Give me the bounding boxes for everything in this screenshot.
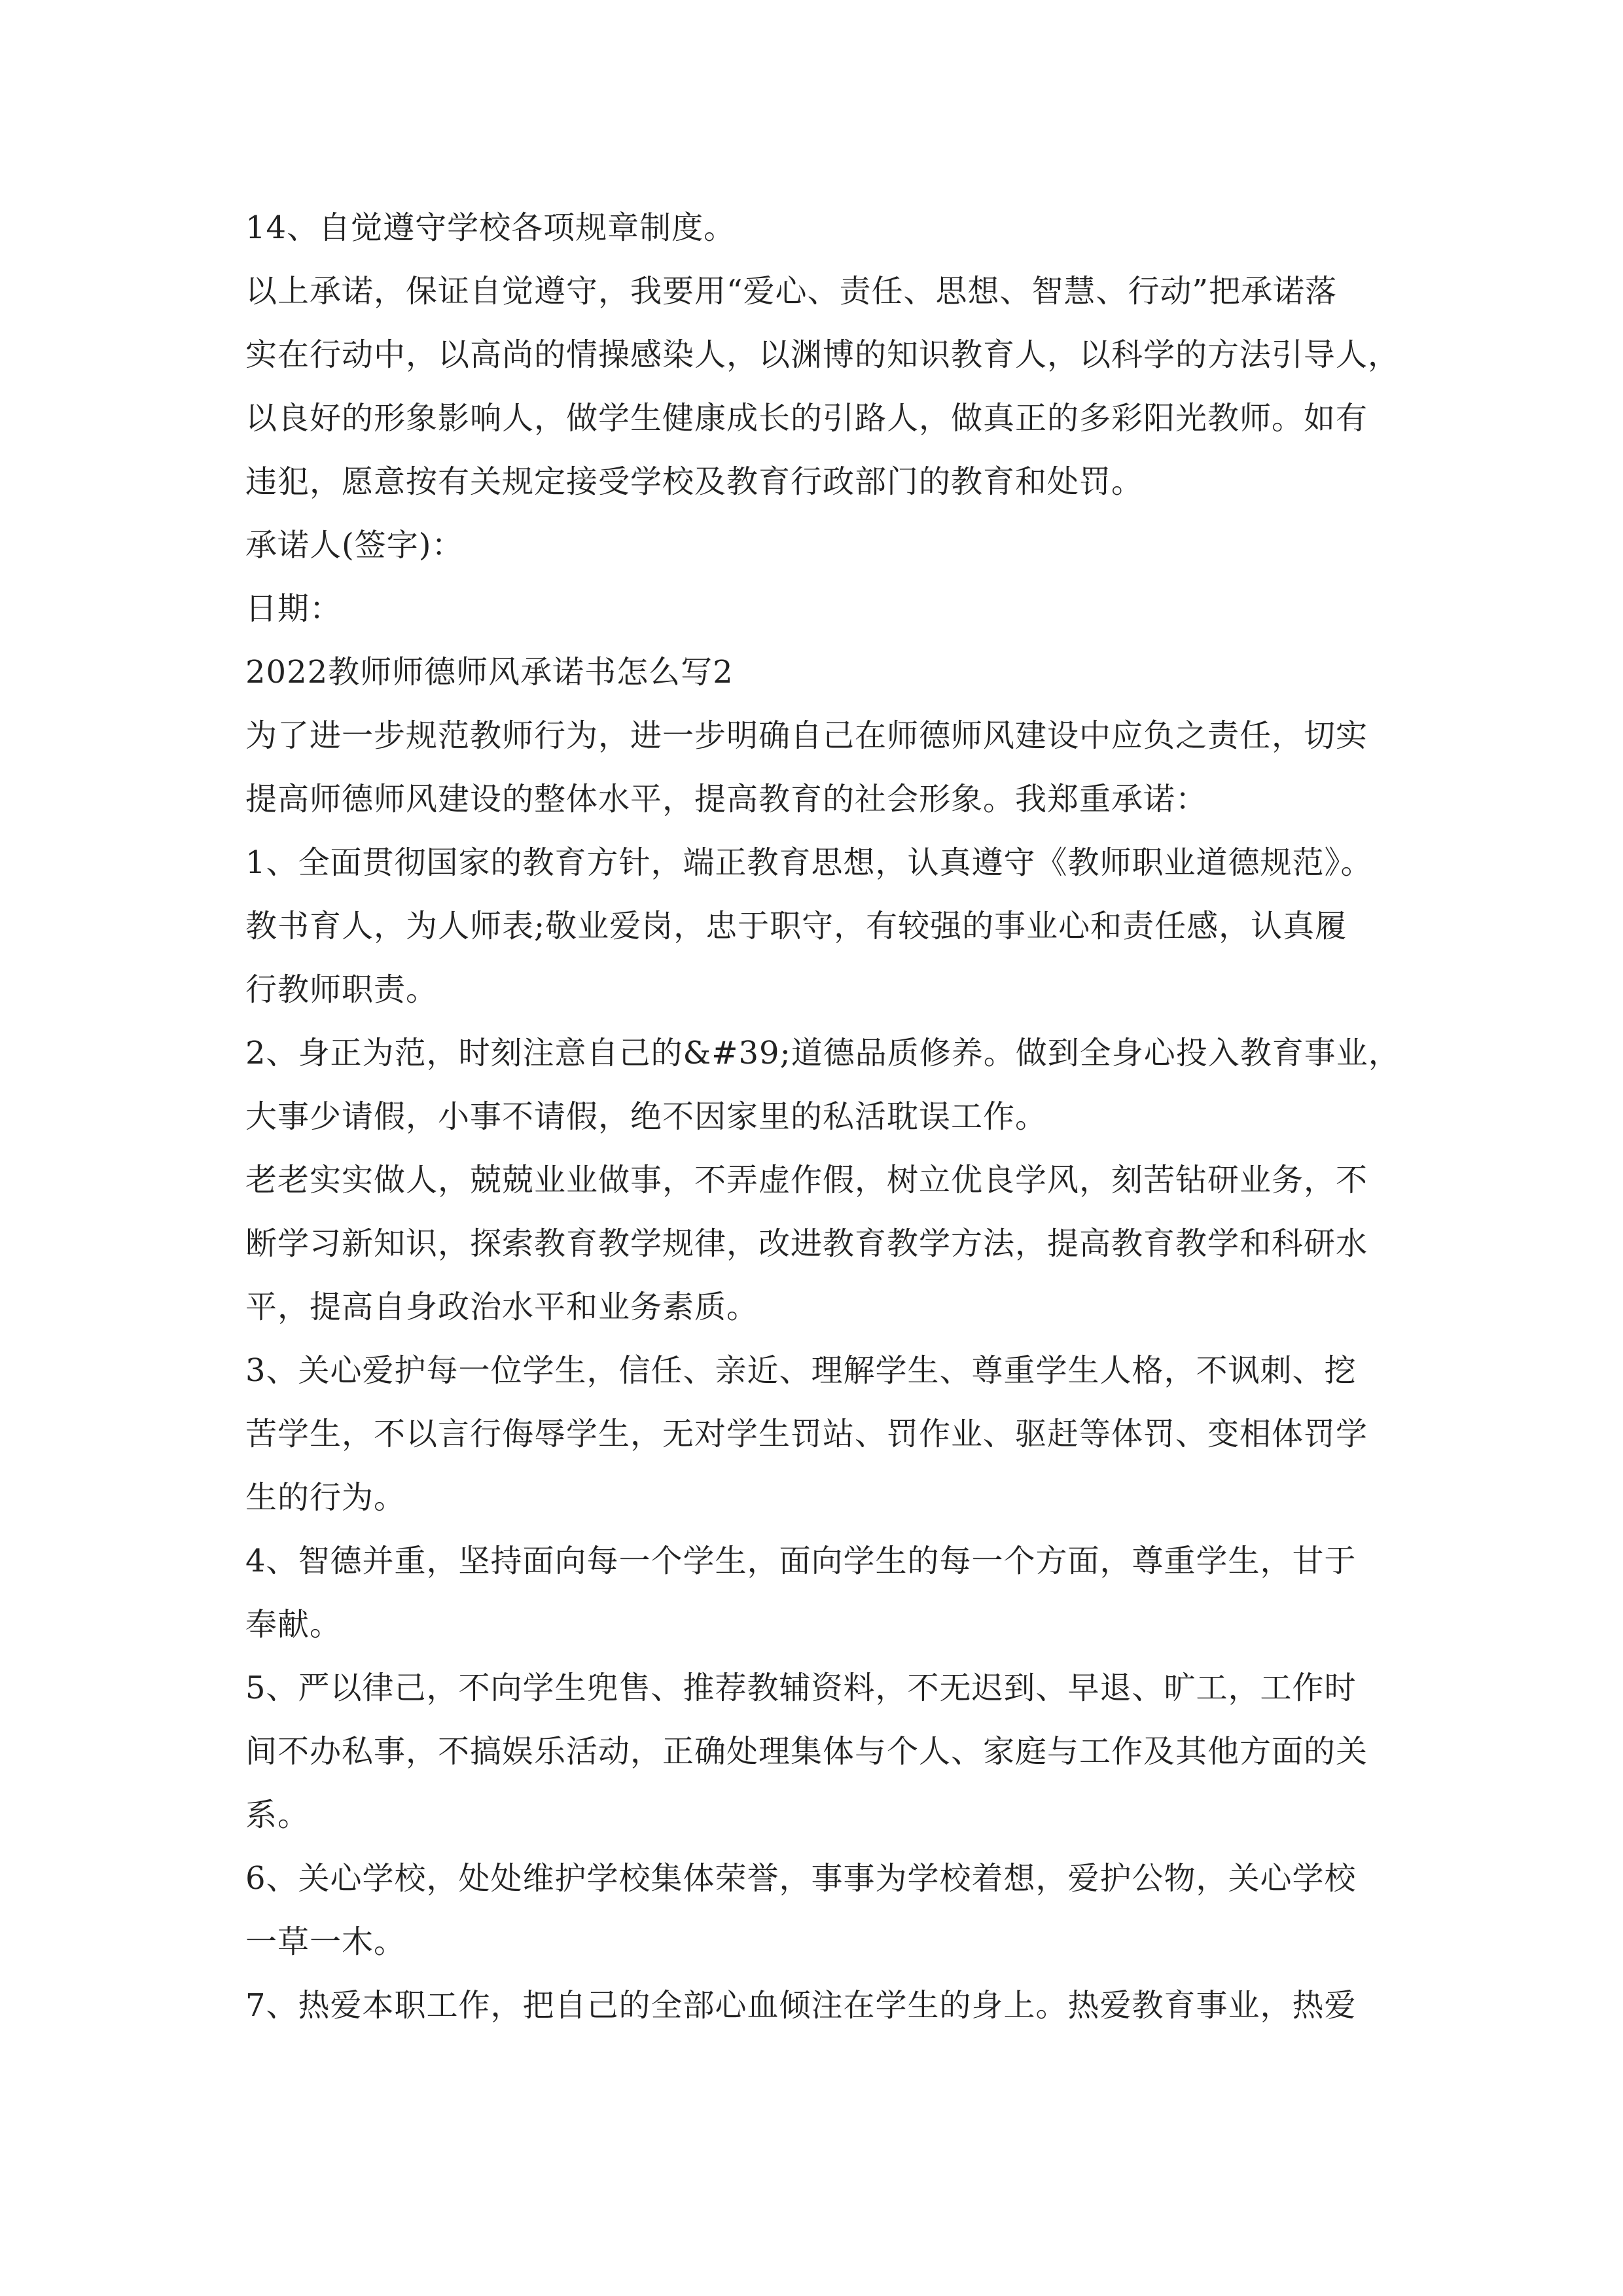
- text-line: 大事少请假，小事不请假，绝不因家里的私活耽误工作。: [245, 1098, 1048, 1135]
- text-line: 系。: [245, 1797, 310, 1833]
- signature-label: 承诺人(签字)：: [245, 527, 464, 564]
- text-line: 实在行动中，以高尚的情操感染人，以渊博的知识教育人，以科学的方法引导人，: [245, 336, 1400, 373]
- text-line: 4、智德并重，坚持面向每一个学生，面向学生的每一个方面，尊重学生，甘于: [245, 1543, 1357, 1579]
- text-line: 一草一木。: [245, 1924, 406, 1960]
- text-line: 教书育人，为人师表;敬业爱岗，忠于职守，有较强的事业心和责任感，认真履: [245, 908, 1347, 944]
- text-line: 生的行为。: [245, 1479, 406, 1516]
- section-title: 2022教师师德师风承诺书怎么写2: [245, 654, 734, 691]
- text-line: 提高师德师风建设的整体水平，提高教育的社会形象。我郑重承诺：: [245, 781, 1208, 817]
- text-line: 为了进一步规范教师行为，进一步明确自己在师德师风建设中应负之责任，切实: [245, 717, 1368, 754]
- text-line: 5、严以律己，不向学生兜售、推荐教辅资料，不无迟到、早退、旷工，工作时: [245, 1670, 1357, 1706]
- text-line: 断学习新知识，探索教育教学规律，改进教育教学方法，提高教育教学和科研水: [245, 1225, 1368, 1262]
- text-line: 老老实实做人，兢兢业业做事，不弄虚作假，树立优良学风，刻苦钻研业务，不: [245, 1162, 1368, 1198]
- text-line: 7、热爱本职工作，把自己的全部心血倾注在学生的身上。热爱教育事业，热爱: [245, 1987, 1357, 2024]
- text-line: 平，提高自身政治水平和业务素质。: [245, 1289, 759, 1325]
- text-line: 苦学生，不以言行侮辱学生，无对学生罚站、罚作业、驱赶等体罚、变相体罚学: [245, 1416, 1368, 1452]
- text-line: 14、自觉遵守学校各项规章制度。: [245, 209, 736, 246]
- text-line: 违犯，愿意按有关规定接受学校及教育行政部门的教育和处罚。: [245, 463, 1144, 500]
- text-line: 3、关心爱护每一位学生，信任、亲近、理解学生、尊重学生人格，不讽刺、挖: [245, 1352, 1357, 1389]
- text-line: 6、关心学校，处处维护学校集体荣誉，事事为学校着想，爱护公物，关心学校: [245, 1860, 1357, 1897]
- text-line: 间不办私事，不搞娱乐活动，正确处理集体与个人、家庭与工作及其他方面的关: [245, 1733, 1368, 1770]
- text-line: 奉献。: [245, 1606, 342, 1643]
- date-label: 日期：: [245, 590, 342, 627]
- text-line: 2、身正为范，时刻注意自己的&#39;道德品质修养。做到全身心投入教育事业，: [245, 1035, 1400, 1071]
- document-body: [245, 196, 1400, 2037]
- text-line: 1、全面贯彻国家的教育方针，端正教育思想，认真遵守《教师职业道德规范》。: [245, 844, 1373, 881]
- text-line: 以上承诺，保证自觉遵守，我要用“爱心、责任、思想、智慧、行动”把承诺落: [245, 273, 1338, 310]
- text-line: 行教师职责。: [245, 971, 438, 1008]
- text-line: 以良好的形象影响人，做学生健康成长的引路人，做真正的多彩阳光教师。如有: [245, 400, 1368, 437]
